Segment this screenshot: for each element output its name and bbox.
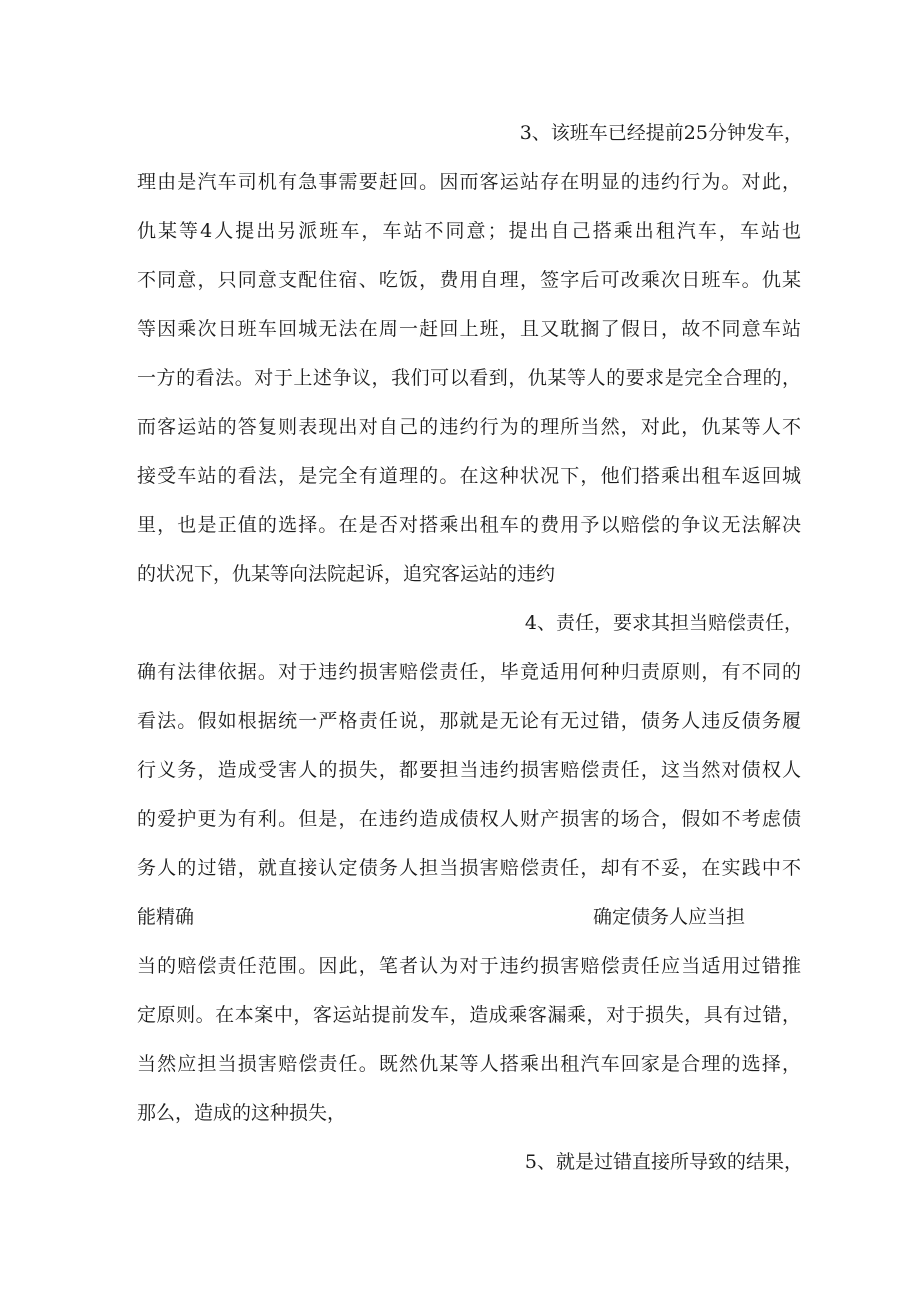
- paragraph-line-5: 等因乘次日班车回城无法在周一赶回上班，且又耽搁了假日，故不同意车站: [137, 318, 801, 340]
- paragraph-line-17: 能精确: [137, 906, 195, 928]
- paragraph-line-22: 5、就是过错直接所导致的结果，: [524, 1151, 803, 1173]
- paragraph-line-4: 不同意，只同意支配住宿、吃饭，费用自理，签字后可改乘次日班车。仇某: [137, 269, 801, 291]
- paragraph-line-16: 务人的过错，就直接认定债务人担当损害赔偿责任，却有不妥，在实践中不: [137, 857, 801, 879]
- paragraph-line-2: 理由是汽车司机有急事需要赶回。因而客运站存在明显的违约行为。对此，: [137, 171, 801, 193]
- paragraph-line-6: 一方的看法。对于上述争议，我们可以看到，仇某等人的要求是完全合理的，: [137, 367, 801, 389]
- paragraph-line-12: 确有法律依据。对于违约损害赔偿责任，毕竟适用何种归责原则，有不同的: [137, 661, 801, 683]
- paragraph-line-17b: 确定债务人应当担: [593, 906, 746, 928]
- paragraph-line-13: 看法。假如根据统一严格责任说，那就是无论有无过错，债务人违反债务履: [137, 710, 801, 732]
- paragraph-line-8: 接受车站的看法，是完全有道理的。在这种状况下，他们搭乘出租车返回城: [137, 465, 801, 487]
- paragraph-line-21: 那么，造成的这种损失，: [137, 1102, 347, 1124]
- paragraph-line-20: 当然应担当损害赔偿责任。既然仇某等人搭乘出租汽车回家是合理的选择，: [137, 1053, 801, 1075]
- paragraph-line-15: 的爱护更为有利。但是，在违约造成债权人财产损害的场合，假如不考虑债: [137, 808, 801, 830]
- paragraph-line-10: 的状况下，仇某等向法院起诉，追究客运站的违约: [137, 563, 556, 585]
- paragraph-line-18: 当的赔偿责任范围。因此，笔者认为对于违约损害赔偿责任应当适用过错推: [137, 955, 801, 977]
- paragraph-line-7: 而客运站的答复则表现出对自己的违约行为的理所当然，对此，仇某等人不: [137, 416, 801, 438]
- paragraph-line-9: 里，也是正值的选择。在是否对搭乘出租车的费用予以赔偿的争议无法解决: [137, 514, 801, 536]
- paragraph-line-19: 定原则。在本案中，客运站提前发车，造成乘客漏乘，对于损失，具有过错，: [137, 1004, 801, 1026]
- paragraph-line-14: 行义务，造成受害人的损失，都要担当违约损害赔偿责任，这当然对债权人: [137, 759, 801, 781]
- paragraph-line-11: 4、责任，要求其担当赔偿责任，: [524, 612, 803, 634]
- paragraph-line-1: 3、该班车已经提前25分钟发车，: [519, 122, 803, 144]
- paragraph-line-3: 仇某等4人提出另派班车，车站不同意；提出自己搭乘出租汽车，车站也: [137, 220, 801, 242]
